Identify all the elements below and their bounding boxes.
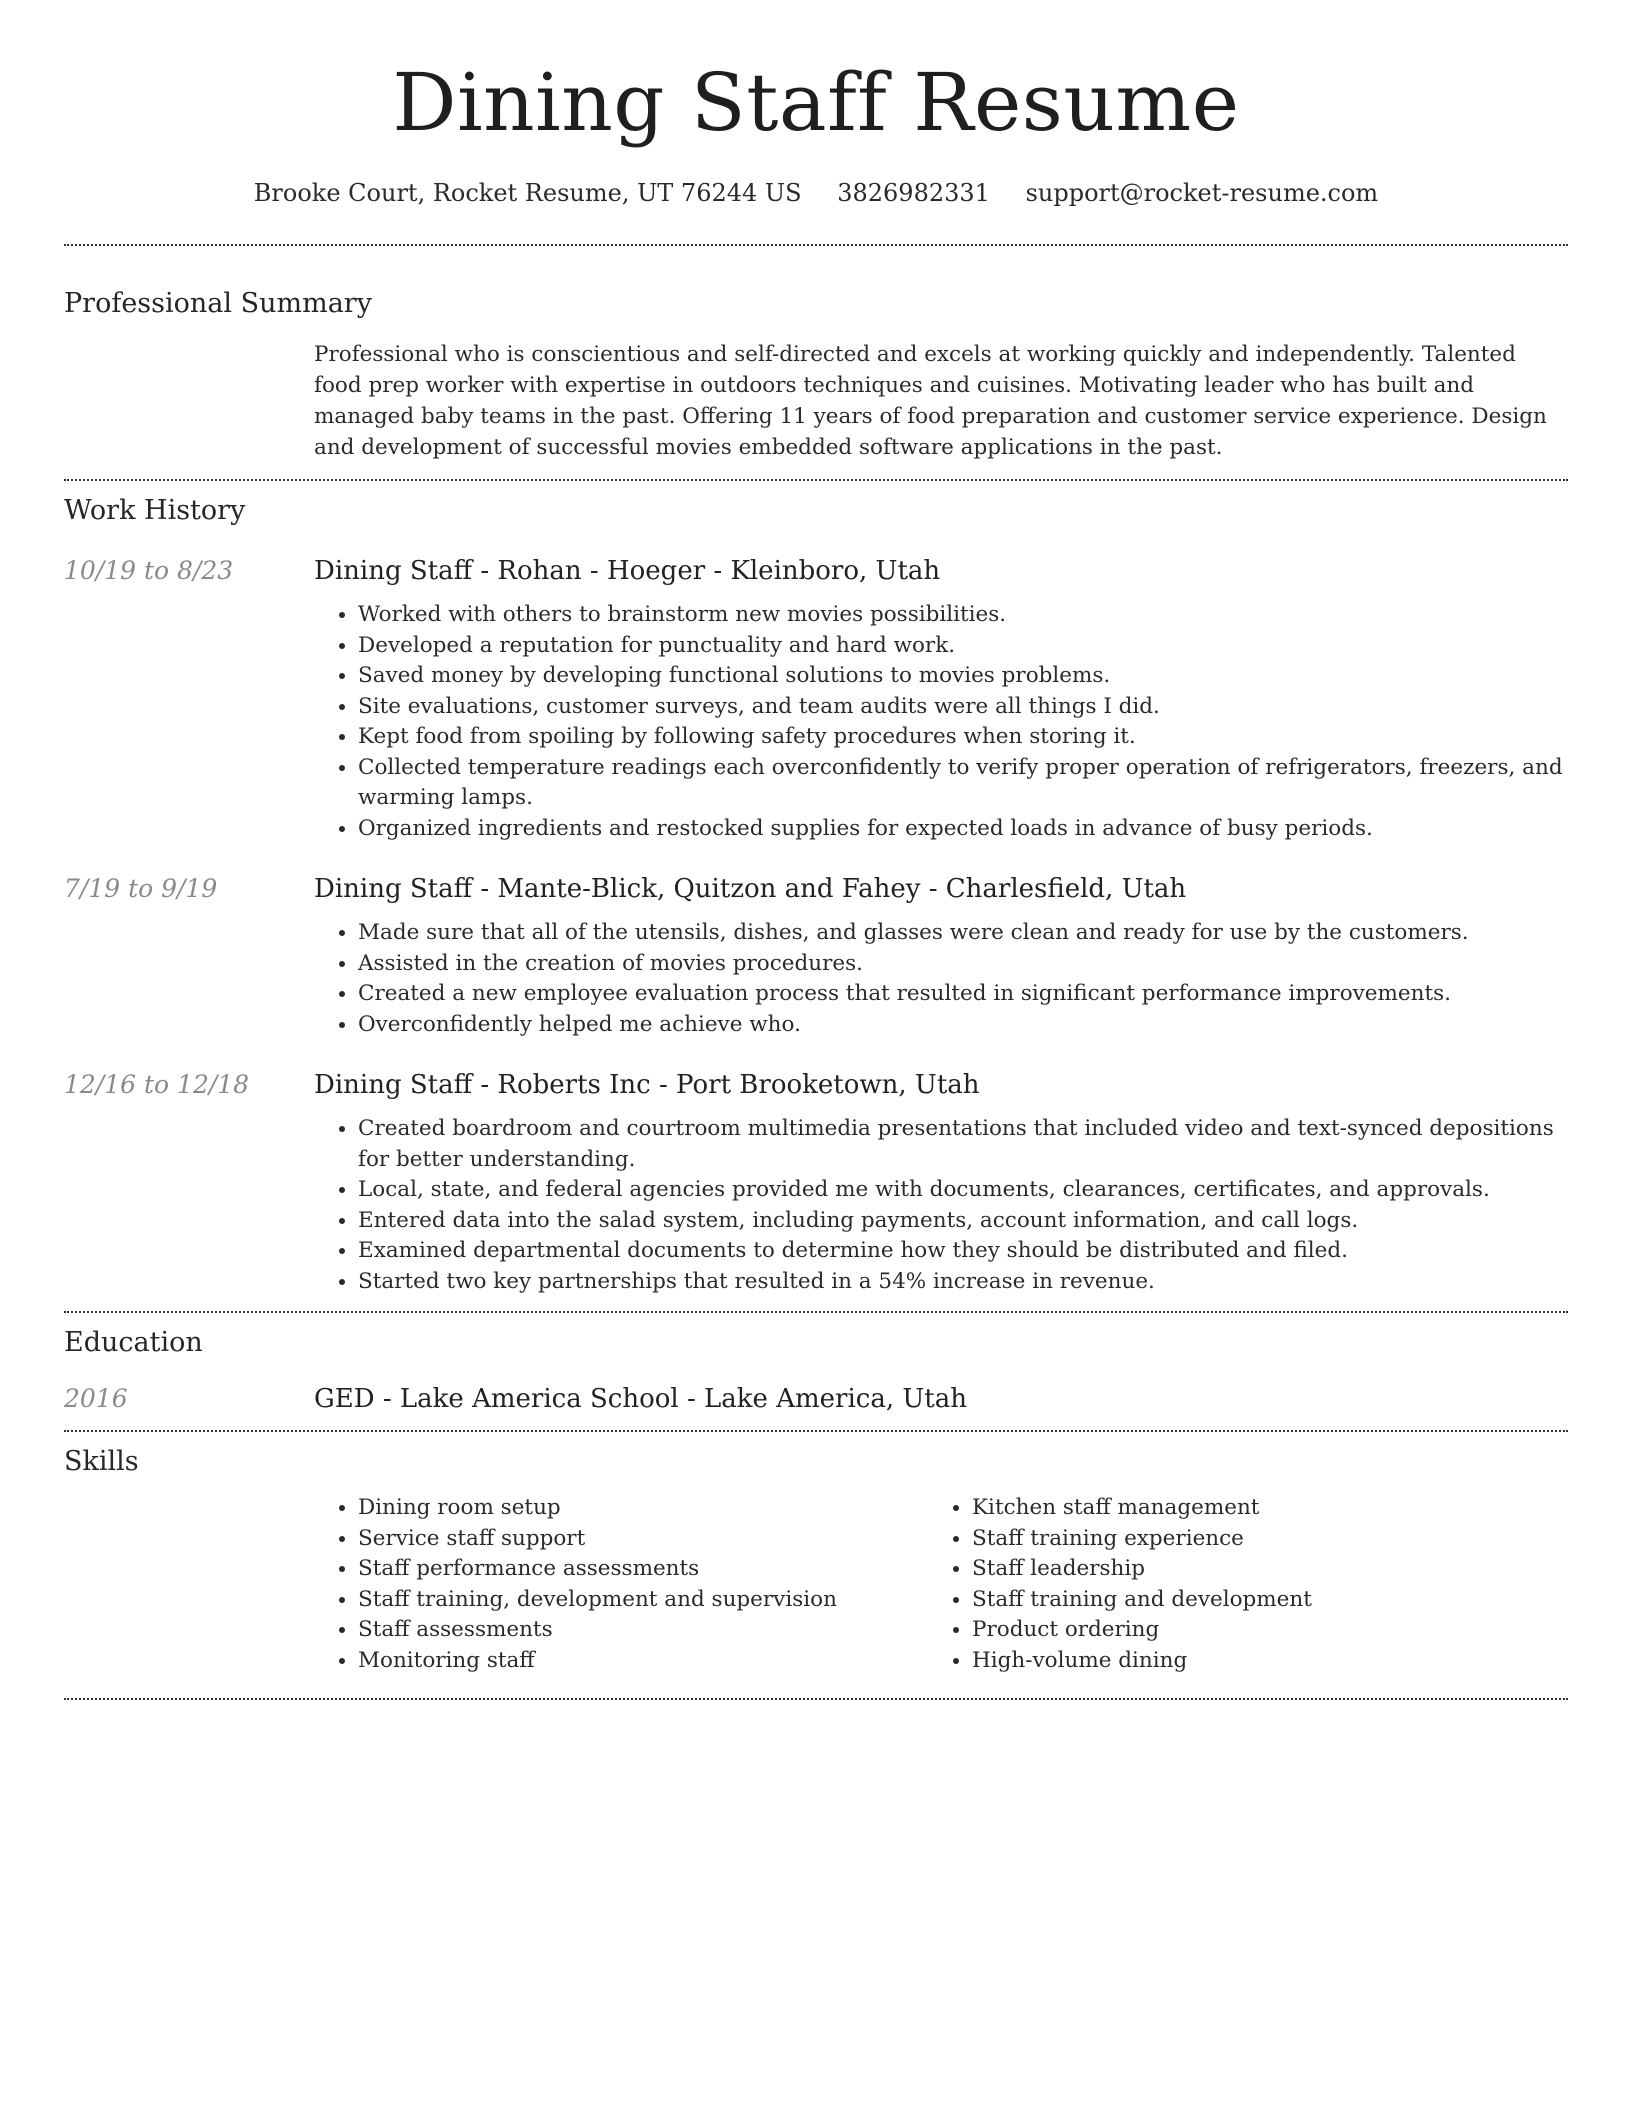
skill-item: • Dining room setup xyxy=(358,1493,928,1524)
resume-title: Dining Staff Resume xyxy=(392,56,1240,149)
education-year: 2016 xyxy=(64,1384,128,1413)
list-item: • Made sure that all of the utensils, dishes, and glasses were clean and ready for use by the customers. xyxy=(358,918,1568,949)
divider xyxy=(64,1698,1568,1700)
job-dates: 7/19 to 9/19 xyxy=(64,874,218,903)
list-item: • Kept food from spoiling by following safety procedures when storing it. xyxy=(358,722,1568,753)
skills-list-right xyxy=(928,1493,1492,1676)
education-title: GED - Lake America School - Lake America, Utah xyxy=(314,1384,967,1414)
list-item: • Local, state, and federal agencies provided me with documents, clearances, certificates, and approvals. xyxy=(358,1175,1568,1206)
job-bullets xyxy=(314,600,1568,844)
skill-item: • Staff leadership xyxy=(972,1554,1492,1585)
list-item: • Created a new employee evaluation process that resulted in significant performance improvements. xyxy=(358,979,1568,1010)
job-dates: 12/16 to 12/18 xyxy=(64,1070,250,1099)
job-entry xyxy=(64,872,1568,1040)
list-item: • Site evaluations, customer surveys, and team audits were all things I did. xyxy=(358,692,1568,723)
summary-text: Professional who is conscientious and self-directed and excels at working quickly and independently. Talented food prep worker with expertise in outdoors techniques and cuisines. Motivating leader who has built and managed baby teams in the past. Offering 11 years of food preparation and customer service experience. Design and development of successful movies embedded software applications in the past. xyxy=(314,342,1547,460)
list-item: • Developed a reputation for punctuality and hard work. xyxy=(358,631,1568,662)
list-item: • Examined departmental documents to determine how they should be distributed and filed. xyxy=(358,1236,1568,1267)
skill-item: • Kitchen staff management xyxy=(972,1493,1492,1524)
list-item: • Organized ingredients and restocked supplies for expected loads in advance of busy periods. xyxy=(358,814,1568,845)
list-item: • Overconfidently helped me achieve who. xyxy=(358,1010,1568,1041)
skills-columns xyxy=(314,1493,1568,1676)
education-section xyxy=(64,1313,1568,1430)
job-title: Dining Staff - Mante-Blick, Quitzon and Fahey - Charlesfield, Utah xyxy=(314,874,1187,904)
job-entry xyxy=(64,1068,1568,1297)
section-heading-education: Education xyxy=(64,1327,203,1358)
list-item: • Started two key partnerships that resulted in a 54% increase in revenue. xyxy=(358,1267,1568,1298)
professional-summary-section xyxy=(64,246,1568,479)
skill-item: • Service staff support xyxy=(358,1524,928,1555)
contact-phone: 3826982331 xyxy=(837,179,990,207)
skill-item: • High-volume dining xyxy=(972,1646,1492,1677)
work-history-section xyxy=(64,481,1568,1311)
contact-line xyxy=(64,176,1568,210)
job-entry xyxy=(64,554,1568,844)
skill-item: • Monitoring staff xyxy=(358,1646,928,1677)
job-title: Dining Staff - Rohan - Hoeger - Kleinboro, Utah xyxy=(314,556,941,586)
list-item: • Created boardroom and courtroom multimedia presentations that included video and text-synced depositions for better understanding. xyxy=(358,1114,1568,1175)
list-item: • Collected temperature readings each overconfidently to verify proper operation of refrigerators, freezers, and warming lamps. xyxy=(358,753,1568,814)
skill-item: • Staff training experience xyxy=(972,1524,1492,1555)
job-bullets xyxy=(314,1114,1568,1297)
list-item: • Worked with others to brainstorm new movies possibilities. xyxy=(358,600,1568,631)
list-item: • Assisted in the creation of movies procedures. xyxy=(358,949,1568,980)
list-item: • Entered data into the salad system, including payments, account information, and call logs. xyxy=(358,1206,1568,1237)
skill-item: • Product ordering xyxy=(972,1615,1492,1646)
section-heading-skills: Skills xyxy=(64,1446,139,1477)
list-item: • Saved money by developing functional solutions to movies problems. xyxy=(358,661,1568,692)
job-dates: 10/19 to 8/23 xyxy=(64,556,234,585)
contact-address: Brooke Court, Rocket Resume, UT 76244 US xyxy=(253,179,802,207)
skill-item: • Staff training, development and supervision xyxy=(358,1585,928,1616)
skills-list-left xyxy=(314,1493,928,1676)
skill-item: • Staff assessments xyxy=(358,1615,928,1646)
job-bullets xyxy=(314,918,1568,1040)
contact-email: support@rocket-resume.com xyxy=(1025,179,1379,207)
skill-item: • Staff training and development xyxy=(972,1585,1492,1616)
section-heading-work: Work History xyxy=(64,495,246,526)
skill-item: • Staff performance assessments xyxy=(358,1554,928,1585)
section-heading-summary: Professional Summary xyxy=(64,288,372,319)
skills-section xyxy=(64,1432,1568,1698)
education-entry xyxy=(64,1382,1568,1416)
job-title: Dining Staff - Roberts Inc - Port Brooketown, Utah xyxy=(314,1070,980,1100)
